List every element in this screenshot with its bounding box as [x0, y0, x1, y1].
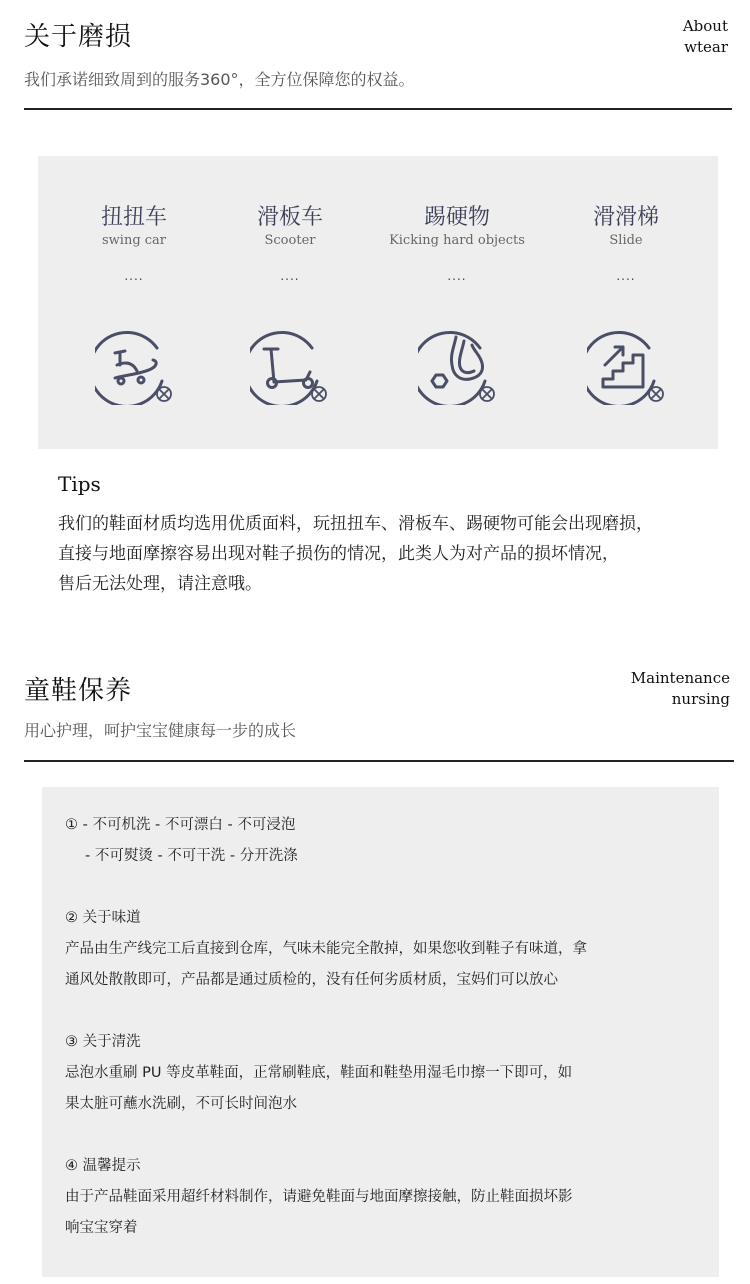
care-odor-text: 通风处散散即可，产品都是通过质检的，没有任何劣质材质，宝妈们可以放心 [65, 972, 558, 988]
tips-text [58, 509, 653, 599]
corner-line-1: About [682, 17, 728, 35]
slide-stairs-icon [587, 325, 667, 405]
care-cleaning-text: 忌泡水重刷 PU 等皮革鞋面，正常刷鞋底，鞋面和鞋垫用湿毛巾擦一下即可，如 [65, 1065, 573, 1081]
section-title-care: 童鞋保养 [24, 676, 133, 706]
item-dots: .... [124, 269, 144, 283]
item-title-cn: 滑板车 [256, 205, 323, 230]
section-corner-label-wear [683, 16, 728, 58]
item-dots: .... [280, 269, 300, 283]
care-tip-text: 响宝宝穿着 [65, 1220, 138, 1236]
care-instructions [65, 810, 587, 1244]
corner-line-2: nursing [671, 690, 730, 708]
item-title-en: Kicking hard objects [389, 233, 525, 248]
item-dots: .... [447, 269, 467, 283]
item-title-cn: 踢硬物 [423, 205, 490, 230]
section-subtitle-wear: 我们承诺细致周到的服务360°，全方位保障您的权益。 [24, 70, 415, 89]
corner-line-1: Maintenance [630, 669, 730, 687]
item-title-en: Slide [609, 233, 643, 248]
scooter-icon [250, 325, 330, 405]
divider-line [24, 760, 734, 762]
care-wash-rules: - 不可熨烫 - 不可干洗 - 分开洗涤 [85, 848, 298, 864]
corner-line-2: wtear [684, 38, 728, 56]
wear-item-scooter [215, 205, 365, 283]
item-title-en: Scooter [264, 233, 316, 248]
divider-line [24, 108, 732, 110]
tips-line: 售后无法处理，请注意哦。 [58, 574, 262, 594]
swing-car-icon [95, 325, 175, 405]
care-wash-rules: ① - 不可机洗 - 不可漂白 - 不可浸泡 [65, 817, 296, 833]
wear-item-kicking [382, 205, 532, 283]
care-tip-text: 由于产品鞋面采用超纤材料制作，请避免鞋面与地面摩擦接触，防止鞋面损坏影 [65, 1189, 573, 1205]
tips-heading: Tips [58, 472, 101, 496]
item-title-cn: 扭扭车 [100, 205, 167, 230]
item-dots: .... [616, 269, 636, 283]
tips-line: 我们的鞋面材质均选用优质面料，玩扭扭车、滑板车、踢硬物可能会出现磨损， [58, 514, 653, 534]
wear-causes-panel [38, 156, 718, 449]
wear-item-swing-car [59, 205, 209, 283]
care-cleaning-text: 果太脏可蘸水洗刷，不可长时间泡水 [65, 1096, 297, 1112]
kicking-hard-objects-icon [418, 325, 498, 405]
care-odor-text: 产品由生产线完工后直接到仓库，气味未能完全散掉，如果您收到鞋子有味道，拿 [65, 941, 587, 957]
care-odor-heading: ② 关于味道 [65, 910, 141, 926]
wear-item-slide [551, 205, 701, 283]
item-title-en: swing car [101, 233, 167, 248]
care-cleaning-heading: ③ 关于清洗 [65, 1034, 141, 1050]
section-corner-label-care [631, 668, 730, 710]
care-tip-heading: ④ 温馨提示 [65, 1158, 141, 1174]
tips-line: 直接与地面摩擦容易出现对鞋子损伤的情况，此类人为对产品的损坏情况， [58, 544, 619, 564]
section-subtitle-care: 用心护理，呵护宝宝健康每一步的成长 [24, 721, 297, 740]
item-title-cn: 滑滑梯 [592, 205, 659, 230]
section-title-wear: 关于磨损 [24, 22, 133, 52]
